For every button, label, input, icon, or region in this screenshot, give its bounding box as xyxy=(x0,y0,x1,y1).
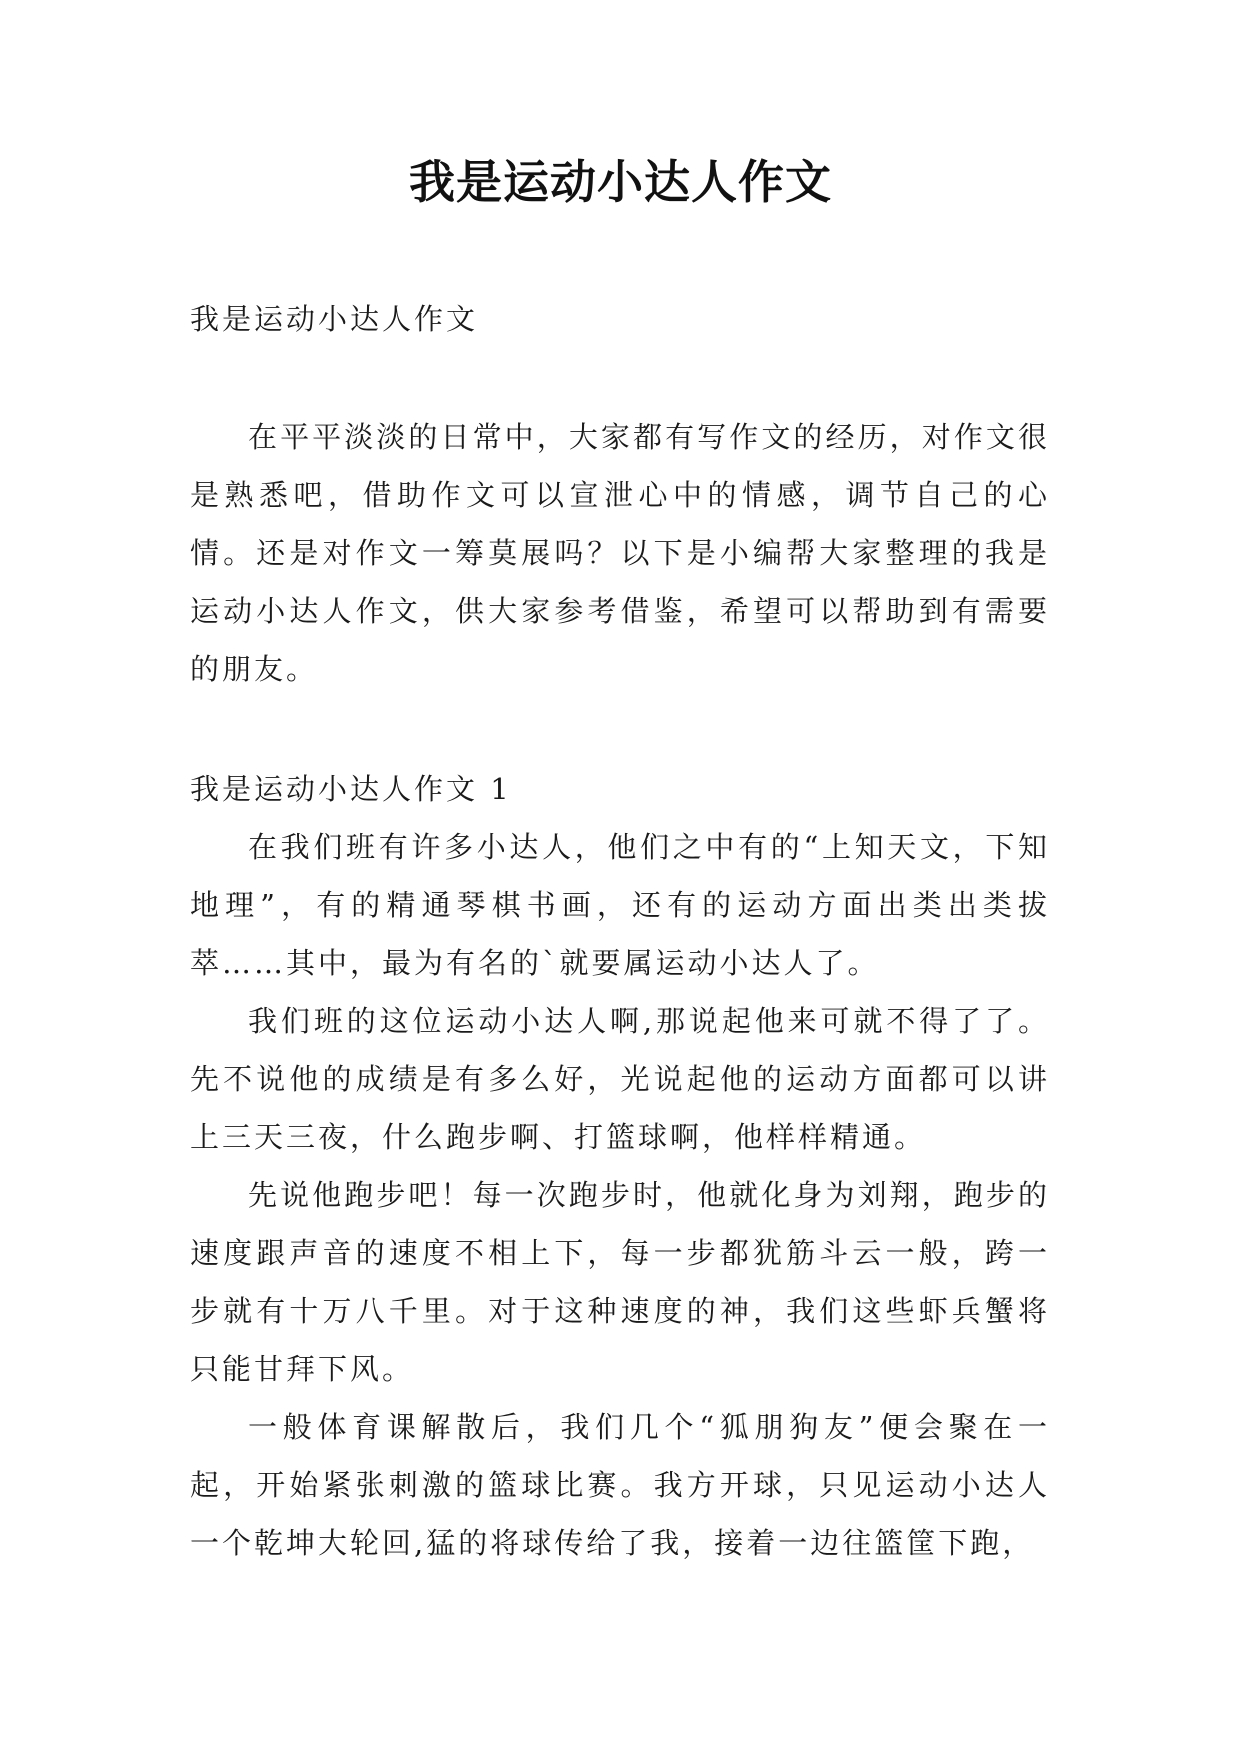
body-paragraph: 在我们班有许多小达人，他们之中有的“上知天文，下知地理”，有的精通琴棋书画，还有的运动方面出类出类拔萃……其中，最为有名的`就要属运动小达人了。 xyxy=(190,830,1050,980)
section-heading: 我是运动小达人作文 1 xyxy=(190,772,512,806)
document-body xyxy=(190,290,1050,1572)
intro-paragraph: 在平平淡淡的日常中，大家都有写作文的经历，对作文很是熟悉吧，借助作文可以宣泄心中的情感，调节自己的心情。还是对作文一筹莫展吗？以下是小编帮大家整理的我是运动小达人作文，供大家参考借鉴，希望可以帮助到有需要的朋友。 xyxy=(190,420,1050,686)
spacer xyxy=(190,348,1050,408)
body-paragraph: 我们班的这位运动小达人啊,那说起他来可就不得了了。先不说他的成绩是有多么好，光说起他的运动方面都可以讲上三天三夜，什么跑步啊、打篮球啊，他样样精通。 xyxy=(190,1004,1050,1154)
body-paragraph: 先说他跑步吧！每一次跑步时，他就化身为刘翔，跑步的速度跟声音的速度不相上下，每一步都犹筋斗云一般，跨一步就有十万八千里。对于这种速度的神，我们这些虾兵蟹将只能甘拜下风。 xyxy=(190,1178,1050,1386)
document-subtitle: 我是运动小达人作文 xyxy=(190,302,479,336)
body-paragraph: 一般体育课解散后，我们几个“狐朋狗友”便会聚在一起，开始紧张刺激的篮球比赛。我方开球，只见运动小达人一个乾坤大轮回,猛的将球传给了我，接着一边往篮筐下跑， xyxy=(190,1410,1050,1560)
document-title: 我是运动小达人作文 xyxy=(409,155,832,209)
spacer xyxy=(190,698,1050,760)
